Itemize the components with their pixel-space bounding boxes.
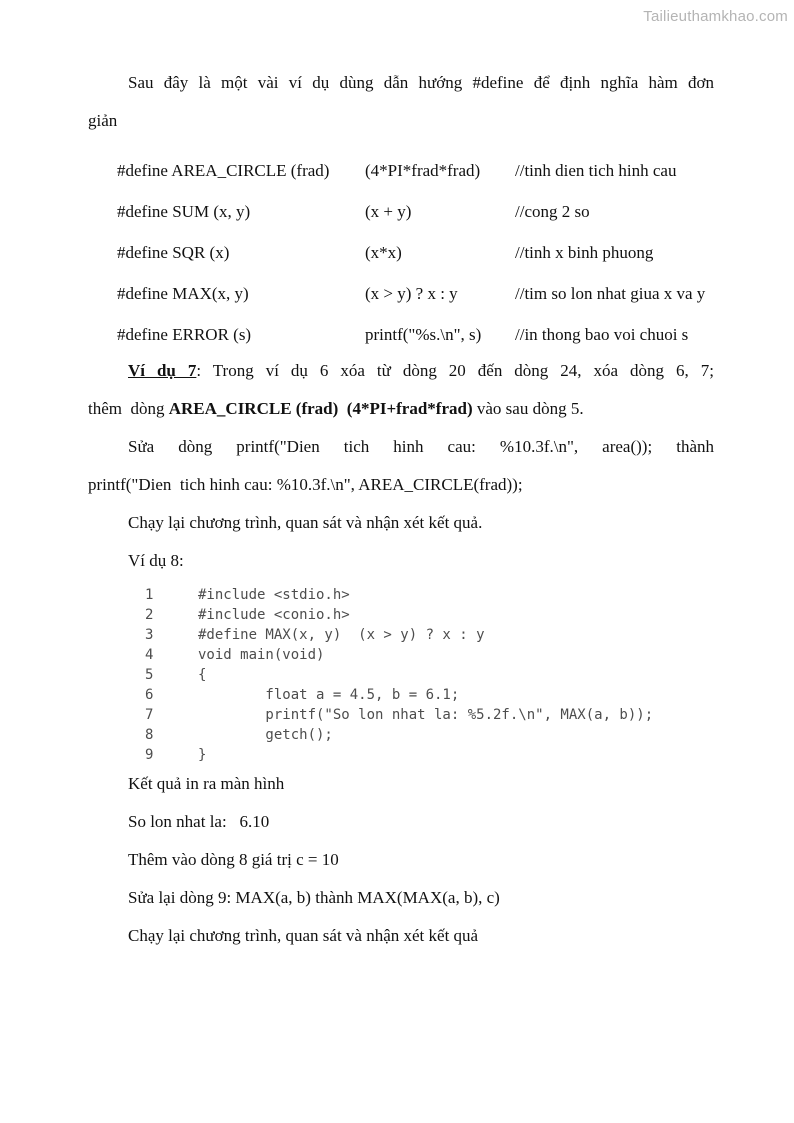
macro-body: printf("%s.\n", s) [365, 325, 482, 344]
code-text: { [198, 667, 207, 683]
code-line [145, 665, 714, 685]
code-text: #define MAX(x, y) (x > y) ? x : y [198, 627, 485, 643]
result-intro-text: Kết quả in ra màn hình [128, 774, 285, 793]
code-line [145, 705, 714, 725]
run-note-2 [88, 917, 714, 955]
line-number: 9 [145, 747, 154, 763]
code-text: } [198, 747, 207, 763]
code-line [145, 645, 714, 665]
code-line [145, 685, 714, 705]
code-line [145, 585, 714, 605]
macro-body: (x*x) [365, 243, 402, 262]
macro-comment: //tim so lon nhat giua x va y [515, 284, 706, 303]
intro-line-1: Sau đây là một vài ví dụ dùng dẫn hướng #define để định nghĩa hàm đơn [128, 73, 714, 92]
code-line [145, 725, 714, 745]
example7-text: : Trong ví dụ 6 xóa từ dòng 20 đến dòng 24, xóa dòng 6, 7; [196, 361, 714, 380]
fix-line9-note [88, 879, 714, 917]
intro-paragraph [88, 64, 714, 140]
fix-line-1: Sửa dòng printf("Dien tich hinh cau: %10.3f.\n", area()); thành [128, 437, 714, 456]
example7-paragraph [88, 352, 714, 428]
program-output-text: So lon nhat la: 6.10 [128, 812, 270, 831]
code-text: void main(void) [198, 647, 325, 663]
page-content [88, 64, 714, 955]
macro-comment: //cong 2 so [515, 202, 590, 221]
code-text: float a = 4.5, b = 6.1; [198, 687, 460, 703]
macro-name: #define AREA_CIRCLE (frad) [117, 161, 330, 180]
run-note-text: Chạy lại chương trình, quan sát và nhận xét kết quả. [128, 513, 483, 532]
line-number: 5 [145, 667, 154, 683]
macro-body: (x > y) ? x : y [365, 284, 458, 303]
code-text: #include <conio.h> [198, 607, 350, 623]
results-section [88, 765, 714, 955]
fix-line-2: printf("Dien tich hinh cau: %10.3f.\n", AREA_CIRCLE(frad)); [88, 475, 523, 494]
example8-label: Ví dụ 8: [128, 551, 184, 570]
example7-text: vào sau dòng 5. [472, 399, 584, 418]
result-intro [88, 765, 714, 803]
macro-name: #define SQR (x) [117, 243, 230, 262]
code-line [145, 605, 714, 625]
code-line [145, 745, 714, 765]
macro-body: (4*PI*frad*frad) [365, 161, 481, 180]
line-number: 1 [145, 587, 154, 603]
line-number: 2 [145, 607, 154, 623]
fix-paragraph [88, 428, 714, 504]
line-number: 4 [145, 647, 154, 663]
code-block [145, 585, 714, 765]
macro-name: #define MAX(x, y) [117, 284, 249, 303]
macro-name: #define SUM (x, y) [117, 202, 251, 221]
watermark-text: Tailieuthamkhao.com [643, 8, 788, 25]
example8-heading [88, 542, 714, 580]
macro-comment: //in thong bao voi chuoi s [515, 325, 689, 344]
define-table [117, 158, 714, 348]
add-value-text: Thêm vào dòng 8 giá trị c = 10 [128, 850, 339, 869]
code-text: #include <stdio.h> [198, 587, 350, 603]
line-number: 3 [145, 627, 154, 643]
line-number: 8 [145, 727, 154, 743]
line-number: 7 [145, 707, 154, 723]
code-text: getch(); [198, 727, 333, 743]
add-value-note [88, 841, 714, 879]
example7-label: Ví dụ 7 [128, 361, 197, 380]
example7-line-2 [88, 390, 714, 428]
macro-comment: //tinh x binh phuong [515, 243, 654, 262]
example7-bold-code: AREA_CIRCLE (frad) (4*PI+frad*frad) [168, 399, 473, 418]
run-note-2-text: Chạy lại chương trình, quan sát và nhận xét kết quả [128, 926, 479, 945]
macro-name: #define ERROR (s) [117, 325, 252, 344]
program-output [88, 803, 714, 841]
intro-line-2: giản [88, 111, 118, 130]
run-note [88, 504, 714, 542]
code-line [145, 625, 714, 645]
example7-text: thêm dòng [88, 399, 169, 418]
macro-body: (x + y) [365, 202, 412, 221]
line-number: 6 [145, 687, 154, 703]
example7-line-1 [88, 352, 714, 390]
fix-line9-text: Sửa lại dòng 9: MAX(a, b) thành MAX(MAX(a, b), c) [128, 888, 500, 907]
code-text: printf("So lon nhat la: %5.2f.\n", MAX(a, b)); [198, 707, 654, 723]
macro-comment: //tinh dien tich hinh cau [515, 161, 677, 180]
